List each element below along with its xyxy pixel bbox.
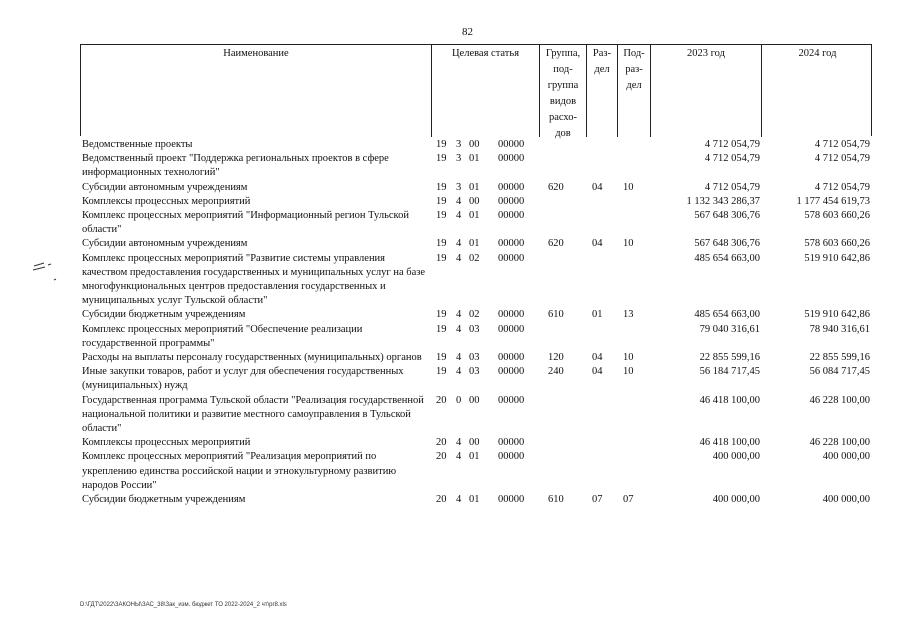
- table-row: [80, 252, 880, 309]
- cell-p4: 00000: [498, 451, 525, 463]
- table-row: [80, 209, 880, 237]
- cell-sub: 10: [623, 366, 634, 378]
- header-subsection: Под- раз- дел: [617, 45, 650, 137]
- table-row: [80, 195, 880, 209]
- cell-p2: 4: [456, 238, 462, 250]
- row-name: Субсидии автономным учреждениям: [82, 181, 248, 193]
- cell-v2023: 1 132 343 286,37: [686, 195, 760, 207]
- cell-p2: 3: [456, 139, 462, 150]
- header-section: Раз- дел: [586, 45, 617, 137]
- cell-v2023: 22 855 599,16: [699, 352, 760, 364]
- cell-p2: 4: [456, 352, 462, 364]
- cell-p3: 01: [469, 153, 480, 165]
- table-row: [80, 365, 880, 393]
- cell-p4: 00000: [498, 323, 525, 335]
- cell-p2: 3: [456, 153, 462, 165]
- table-row: [80, 237, 880, 251]
- row-name: Ведомственные проекты: [82, 139, 193, 150]
- cell-p3: 00: [469, 394, 480, 406]
- cell-v2024: 400 000,00: [822, 451, 870, 463]
- cell-p2: 4: [456, 437, 462, 449]
- cell-p2: 4: [456, 323, 462, 335]
- cell-p3: 00: [469, 437, 480, 449]
- header-group: Группа, под- группа видов расхо- дов: [539, 45, 586, 137]
- cell-v2023: 79 040 316,61: [699, 323, 760, 335]
- row-name: Комплекс процессных мероприятий "Развитие системы управления качеством предоставления государственных и муниципальных услуг на базе многофункциональных центров предоставления государственных и муниципальных услуг Тульской области": [82, 252, 426, 307]
- cell-p3: 01: [469, 181, 480, 193]
- cell-v2024: 4 712 054,79: [814, 181, 870, 193]
- cell-p4: 00000: [498, 195, 525, 207]
- cell-grp: 610: [548, 309, 564, 321]
- cell-p4: 00000: [498, 139, 525, 150]
- cell-v2024: 400 000,00: [822, 494, 870, 506]
- cell-p1: 19: [436, 195, 447, 207]
- cell-sec: 01: [592, 309, 603, 321]
- cell-p2: 4: [456, 494, 462, 506]
- cell-p2: 4: [456, 252, 462, 264]
- table-row: [80, 436, 880, 450]
- cell-v2024: 4 712 054,79: [814, 153, 870, 165]
- cell-p3: 03: [469, 323, 480, 335]
- cell-v2023: 400 000,00: [712, 494, 760, 506]
- row-name: Комплекс процессных мероприятий "Информационный регион Тульской области": [82, 210, 409, 236]
- cell-p1: 20: [436, 437, 447, 449]
- cell-sec: 04: [592, 352, 603, 364]
- cell-p3: 01: [469, 238, 480, 250]
- cell-p2: 4: [456, 366, 462, 378]
- cell-sub: 10: [623, 181, 634, 193]
- row-name: Комплексы процессных мероприятий: [82, 437, 251, 449]
- row-name: Субсидии бюджетным учреждениям: [82, 494, 246, 506]
- cell-v2023: 567 648 306,76: [694, 238, 760, 250]
- header-name: Наименование: [223, 48, 289, 59]
- cell-p2: 4: [456, 309, 462, 321]
- row-name: Субсидии автономным учреждениям: [82, 238, 248, 250]
- row-name: Комплекс процессных мероприятий "Обеспечение реализации государственной программы": [82, 323, 363, 349]
- cell-v2024: 1 177 454 619,73: [796, 195, 870, 207]
- page-number: 82: [462, 26, 473, 38]
- cell-p3: 01: [469, 494, 480, 506]
- cell-v2024: 78 940 316,61: [809, 323, 870, 335]
- row-name: Комплекс процессных мероприятий "Реализация мероприятий по укреплению единства российской нации и этнокультурному развитию народов России": [82, 451, 397, 491]
- cell-p4: 00000: [498, 437, 525, 449]
- cell-p3: 00: [469, 139, 480, 150]
- cell-sub: 10: [623, 352, 634, 364]
- cell-grp: 120: [548, 352, 564, 364]
- cell-p2: 0: [456, 394, 462, 406]
- table-row: [80, 450, 880, 493]
- cell-v2023: 485 654 663,00: [694, 309, 760, 321]
- cell-v2023: 4 712 054,79: [704, 139, 760, 150]
- cell-v2024: 4 712 054,79: [814, 139, 870, 150]
- table-body: [80, 138, 880, 507]
- cell-v2023: 46 418 100,00: [699, 394, 760, 406]
- cell-v2024: 519 910 642,86: [804, 252, 870, 264]
- cell-p1: 19: [436, 309, 447, 321]
- cell-v2024: 22 855 599,16: [809, 352, 870, 364]
- cell-p1: 19: [436, 181, 447, 193]
- cell-p1: 19: [436, 366, 447, 378]
- cell-grp: 620: [548, 181, 564, 193]
- cell-p4: 00000: [498, 394, 525, 406]
- table-row: [80, 323, 880, 351]
- row-name: Расходы на выплаты персоналу государственных (муниципальных) органов: [82, 352, 422, 364]
- cell-p2: 4: [456, 451, 462, 463]
- cell-grp: 240: [548, 366, 564, 378]
- cell-p1: 19: [436, 153, 447, 165]
- cell-p4: 00000: [498, 153, 525, 165]
- table-row: [80, 493, 880, 507]
- cell-p2: 3: [456, 181, 462, 193]
- cell-p3: 01: [469, 451, 480, 463]
- cell-p1: 19: [436, 238, 447, 250]
- cell-p4: 00000: [498, 494, 525, 506]
- cell-v2023: 56 184 717,45: [699, 366, 760, 378]
- cell-p1: 20: [436, 451, 447, 463]
- table-row: [80, 351, 880, 365]
- cell-p1: 20: [436, 494, 447, 506]
- cell-p3: 01: [469, 210, 480, 222]
- cell-v2023: 485 654 663,00: [694, 252, 760, 264]
- row-name: Иные закупки товаров, работ и услуг для обеспечения государственных (муниципальных) нужд: [82, 366, 404, 392]
- row-name: Ведомственный проект "Поддержка региональных проектов в сфере информационных технологий": [82, 153, 389, 179]
- cell-p4: 00000: [498, 366, 525, 378]
- cell-sec: 04: [592, 366, 603, 378]
- cell-v2024: 578 603 660,26: [804, 210, 870, 222]
- cell-p2: 4: [456, 195, 462, 207]
- table-row: [80, 181, 880, 195]
- cell-p1: 19: [436, 252, 447, 264]
- cell-sec: 04: [592, 238, 603, 250]
- cell-v2024: 578 603 660,26: [804, 238, 870, 250]
- row-name: Государственная программа Тульской области "Реализация государственной национальной политики и развитие местного самоуправления в Тульской области": [82, 394, 424, 435]
- table-row: [80, 152, 880, 180]
- cell-p3: 02: [469, 252, 480, 264]
- table-row: [80, 308, 880, 322]
- margin-marks: [30, 254, 60, 284]
- cell-v2023: 400 000,00: [712, 451, 760, 463]
- header-2024: 2024 год: [761, 45, 873, 137]
- cell-p1: 19: [436, 210, 447, 222]
- cell-p3: 03: [469, 352, 480, 364]
- cell-p3: 02: [469, 309, 480, 321]
- cell-p4: 00000: [498, 238, 525, 250]
- table-row: [80, 394, 880, 437]
- cell-p4: 00000: [498, 181, 525, 193]
- file-path-footer: D:\ГДТ\2022\ЗАКОНЫ\ЗАС_38\Зак_изм. бюджет ТО 2022-2024_2 чт\pr8.xls: [80, 602, 287, 608]
- cell-v2023: 4 712 054,79: [704, 153, 760, 165]
- cell-v2023: 567 648 306,76: [694, 210, 760, 222]
- cell-p4: 00000: [498, 309, 525, 321]
- cell-p2: 4: [456, 210, 462, 222]
- header-2023: 2023 год: [650, 45, 761, 137]
- cell-grp: 620: [548, 238, 564, 250]
- cell-p4: 00000: [498, 352, 525, 364]
- header-target: Целевая статья: [431, 45, 539, 137]
- cell-grp: 610: [548, 494, 564, 506]
- cell-sub: 10: [623, 238, 634, 250]
- cell-v2024: 56 084 717,45: [809, 366, 870, 378]
- cell-p1: 19: [436, 352, 447, 364]
- cell-p3: 03: [469, 366, 480, 378]
- cell-v2024: 519 910 642,86: [804, 309, 870, 321]
- cell-v2023: 4 712 054,79: [704, 181, 760, 193]
- table-header: [80, 44, 872, 139]
- cell-p3: 00: [469, 195, 480, 207]
- row-name: Комплексы процессных мероприятий: [82, 195, 251, 207]
- cell-v2024: 46 228 100,00: [809, 437, 870, 449]
- cell-p4: 00000: [498, 252, 525, 264]
- table-row: [80, 138, 880, 152]
- cell-v2024: 46 228 100,00: [809, 394, 870, 406]
- cell-sub: 07: [623, 494, 634, 506]
- cell-p1: 19: [436, 139, 447, 150]
- cell-p4: 00000: [498, 210, 525, 222]
- cell-sec: 07: [592, 494, 603, 506]
- row-name: Субсидии бюджетным учреждениям: [82, 309, 246, 321]
- cell-sub: 13: [623, 309, 634, 321]
- cell-p1: 19: [436, 323, 447, 335]
- cell-p1: 20: [436, 394, 447, 406]
- cell-v2023: 46 418 100,00: [699, 437, 760, 449]
- cell-sec: 04: [592, 181, 603, 193]
